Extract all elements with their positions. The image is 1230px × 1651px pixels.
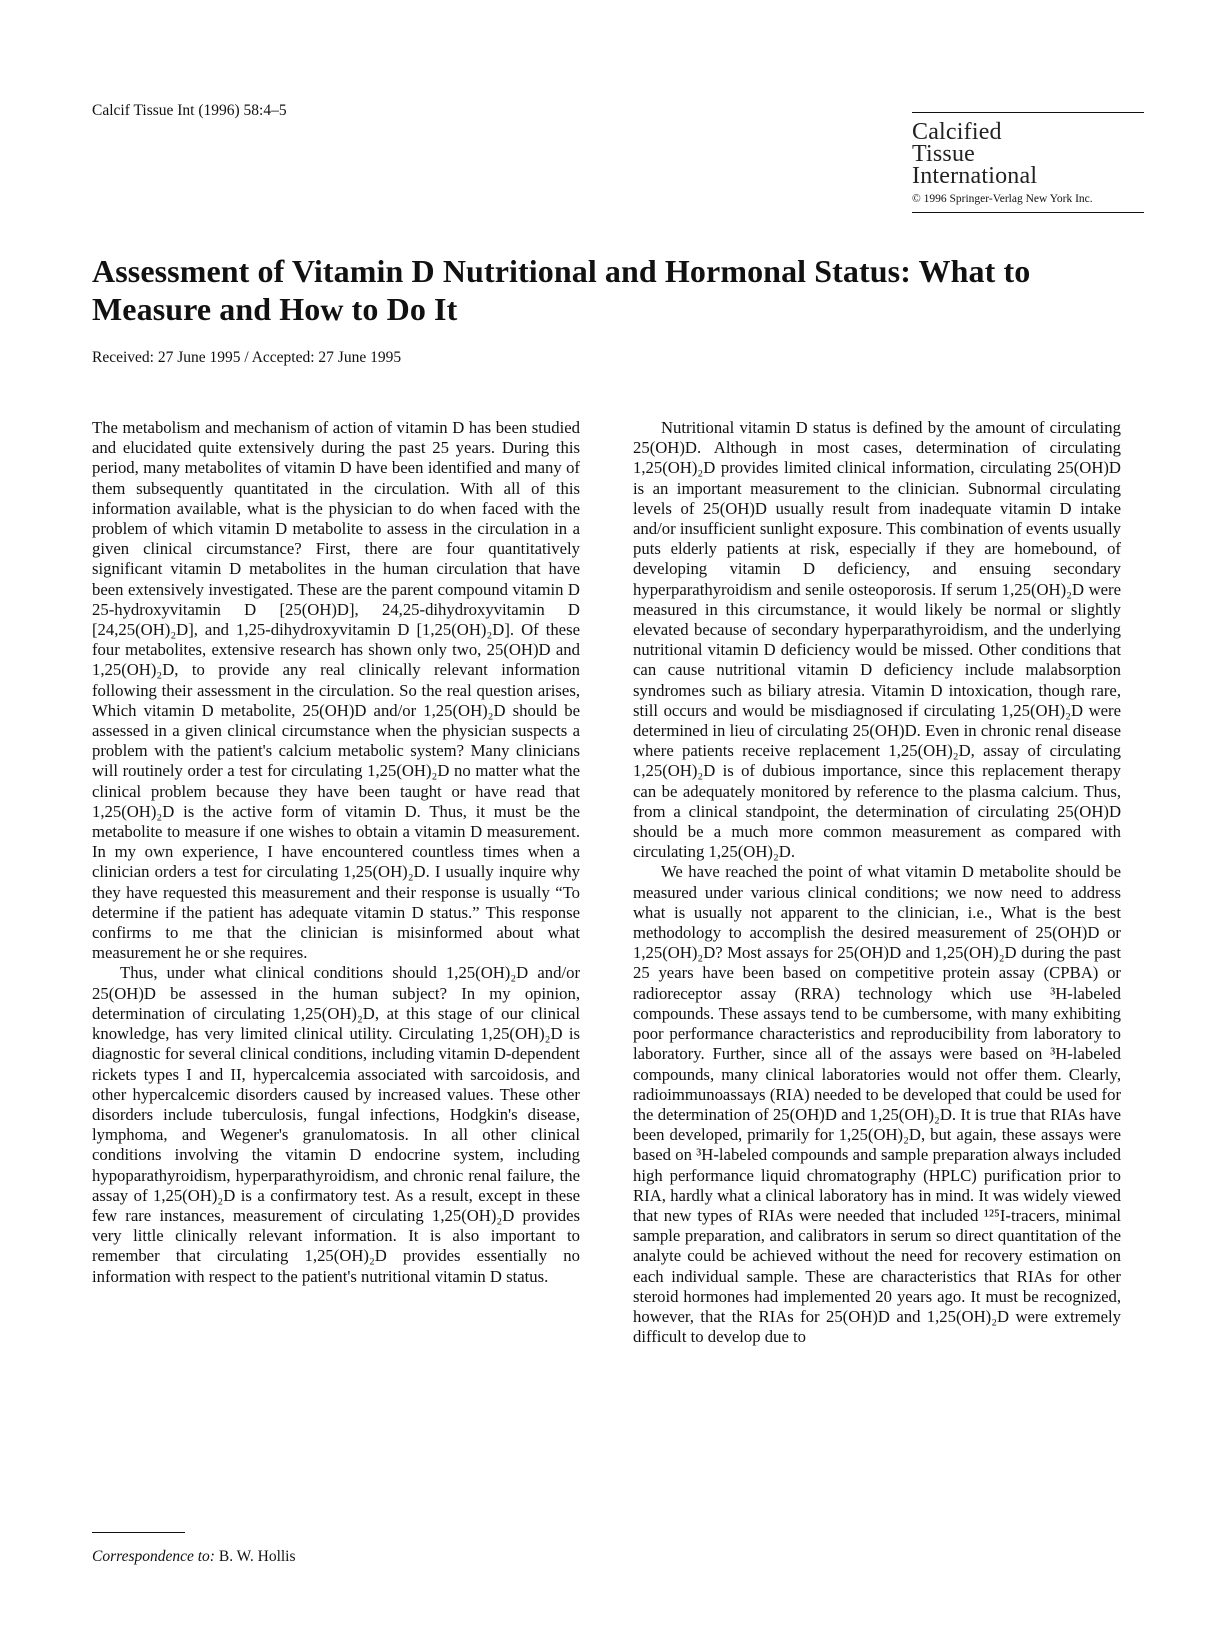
left-column (92, 418, 580, 1287)
correspondence-name: B. W. Hollis (218, 1548, 296, 1565)
received-dates: Received: 27 June 1995 / Accepted: 27 June 1995 (92, 349, 402, 366)
body-paragraph: The metabolism and mechanism of action of vitamin D has been studied and elucidated quite extensively during the past 25 years. During this period, many metabolites of vitamin D have been identified and many of them subsequently quantitated in the circulation. With all of this information available, what is the physician to do when faced with the problem of which vitamin D metabolite to assess in the circulation in a given clinical circumstance? First, there are four quantitatively significant vitamin D metabolites in the human circulation that have been extensively investigated. These are the parent compound vitamin D 25-hydroxyvitamin D [25(OH)D], 24,25-dihydroxyvitamin D [24,25(OH)₂D], and 1,25-dihydroxyvitamin D [1,25(OH)₂D]. Of these four metabolites, extensive research has shown only two, 25(OH)D and 1,25(OH)₂D, to provide any real clinically relevant information following their assessment in the circulation. So the real question arises, Which vitamin D metabolite, 25(OH)D and/or 1,25(OH)₂D should be assessed in a given clinical circumstance when the physician suspects a problem with the patient's calcium metabolic system? Many clinicians will routinely order a test for circulating 1,25(OH)₂D no matter what the clinical problem because they have been taught or have read that 1,25(OH)₂D is the active form of vitamin D. Thus, it must be the metabolite to measure if one wishes to obtain a vitamin D measurement. In my own experience, I have encountered countless times when a clinician orders a test for circulating 1,25(OH)₂D. I usually inquire why they have requested this measurement and their response is usually “To determine if the patient has adequate vitamin D status.” This response confirms to me that the clinician is misinformed about what measurement he or she requires. (92, 418, 580, 963)
right-column (633, 418, 1121, 1347)
body-paragraph: We have reached the point of what vitamin D metabolite should be measured under various clinical conditions; we now need to address what is usually not apparent to the clinician, i.e., What is the best methodology to accomplish the desired measurement of 25(OH)D or 1,25(OH)₂D? Most assays for 25(OH)D and 1,25(OH)₂D during the past 25 years have been based on competitive protein assay (CPBA) or radioreceptor assay (RRA) technology which use ³H-labeled compounds. These assays tend to be cumbersome, with many exhibiting poor performance characteristics and reproducibility from laboratory to laboratory. Further, since all of the assays were based on ³H-labeled compounds, many clinical laboratories would not offer them. Clearly, radioimmunoassays (RIA) needed to be developed that could be used for the determination of 25(OH)D and 1,25(OH)₂D. It is true that RIAs have been developed, primarily for 1,25(OH)₂D, but again, these assays were based on ³H-labeled compounds and sample preparation always included high performance liquid chromatography (HPLC) purification prior to RIA, hardly what a clinical laboratory has in mind. It was widely viewed that new types of RIAs were needed that included ¹²⁵I-tracers, minimal sample preparation, and calibrators in serum so direct quantitation of the analyte could be achieved without the need for recovery estimation on each individual sample. These are characteristics that RIAs for other steroid hormones had implemented 20 years ago. It must be recognized, however, that the RIAs for 25(OH)D and 1,25(OH)₂D were extremely difficult to develop due to (633, 862, 1121, 1347)
journal-masthead (912, 112, 1144, 213)
correspondence-label: Correspondence to: (92, 1548, 215, 1565)
footnote-divider (92, 1532, 185, 1533)
logo-line-calcified: Calcified (912, 119, 1002, 145)
journal-logo (912, 121, 1144, 187)
logo-line-tissue: Tissue (912, 141, 976, 167)
article-title: Assessment of Vitamin D Nutritional and Hormonal Status: What to Measure and How to Do It (92, 253, 1031, 327)
masthead-bottom-rule (912, 212, 1144, 213)
body-paragraph: Nutritional vitamin D status is defined by the amount of circulating 25(OH)D. Although in most cases, determination of circulating 1,25(OH)₂D provides limited clinical information, circulating 25(OH)D is an important measurement to the clinician. Subnormal circulating levels of 25(OH)D usually result from inadequate vitamin D intake and/or insufficient sunlight exposure. This combination of events usually puts elderly patients at risk, especially if they are homebound, of developing vitamin D deficiency, and ensuing secondary hyperparathyroidism and senile osteoporosis. If serum 1,25(OH)₂D were measured in this circumstance, it would likely be normal or slightly elevated because of secondary hyperparathyroidism, and the underlying nutritional vitamin D deficiency would be missed. Other conditions that can cause nutritional vitamin D deficiency include malabsorption syndromes such as biliary atresia. Vitamin D intoxication, though rare, still occurs and would be misdiagnosed if circulating 1,25(OH)₂D were determined in lieu of circulating 25(OH)D. Even in chronic renal disease where patients receive replacement 1,25(OH)₂D, assay of circulating 1,25(OH)₂D is of dubious importance, since this replacement therapy can be adequately monitored by reference to the plasma calcium. Thus, from a clinical standpoint, the determination of circulating 25(OH)D should be a much more common measurement as compared with circulating 1,25(OH)₂D. (633, 418, 1121, 862)
logo-line-international: International (912, 163, 1038, 189)
body-paragraph: Thus, under what clinical conditions should 1,25(OH)₂D and/or 25(OH)D be assessed in the human subject? In my opinion, determination of circulating 1,25(OH)₂D, at this stage of our clinical knowledge, has very limited clinical utility. Circulating 1,25(OH)₂D is diagnostic for several clinical conditions, including vitamin D-dependent rickets types I and II, hypercalcemia associated with sarcoidosis, and other hypercalcemic disorders caused by increased values. These other disorders include tuberculosis, fungal infections, Hodgkin's disease, lymphoma, and Wegener's granulomatosis. In all other clinical conditions involving the vitamin D endocrine system, including hypoparathyroidism, hyperparathyroidism, and chronic renal failure, the assay of 1,25(OH)₂D is a confirmatory test. As a result, except in these few rare instances, measurement of circulating 1,25(OH)₂D provides very little clinically relevant information. It is also important to remember that circulating 1,25(OH)₂D provides essentially no information with respect to the patient's nutritional vitamin D status. (92, 963, 580, 1286)
masthead-top-rule (912, 112, 1144, 113)
journal-citation: Calcif Tissue Int (1996) 58:4–5 (92, 102, 287, 119)
copyright-notice: © 1996 Springer-Verlag New York Inc. (912, 193, 1093, 205)
correspondence-note (92, 1548, 296, 1566)
